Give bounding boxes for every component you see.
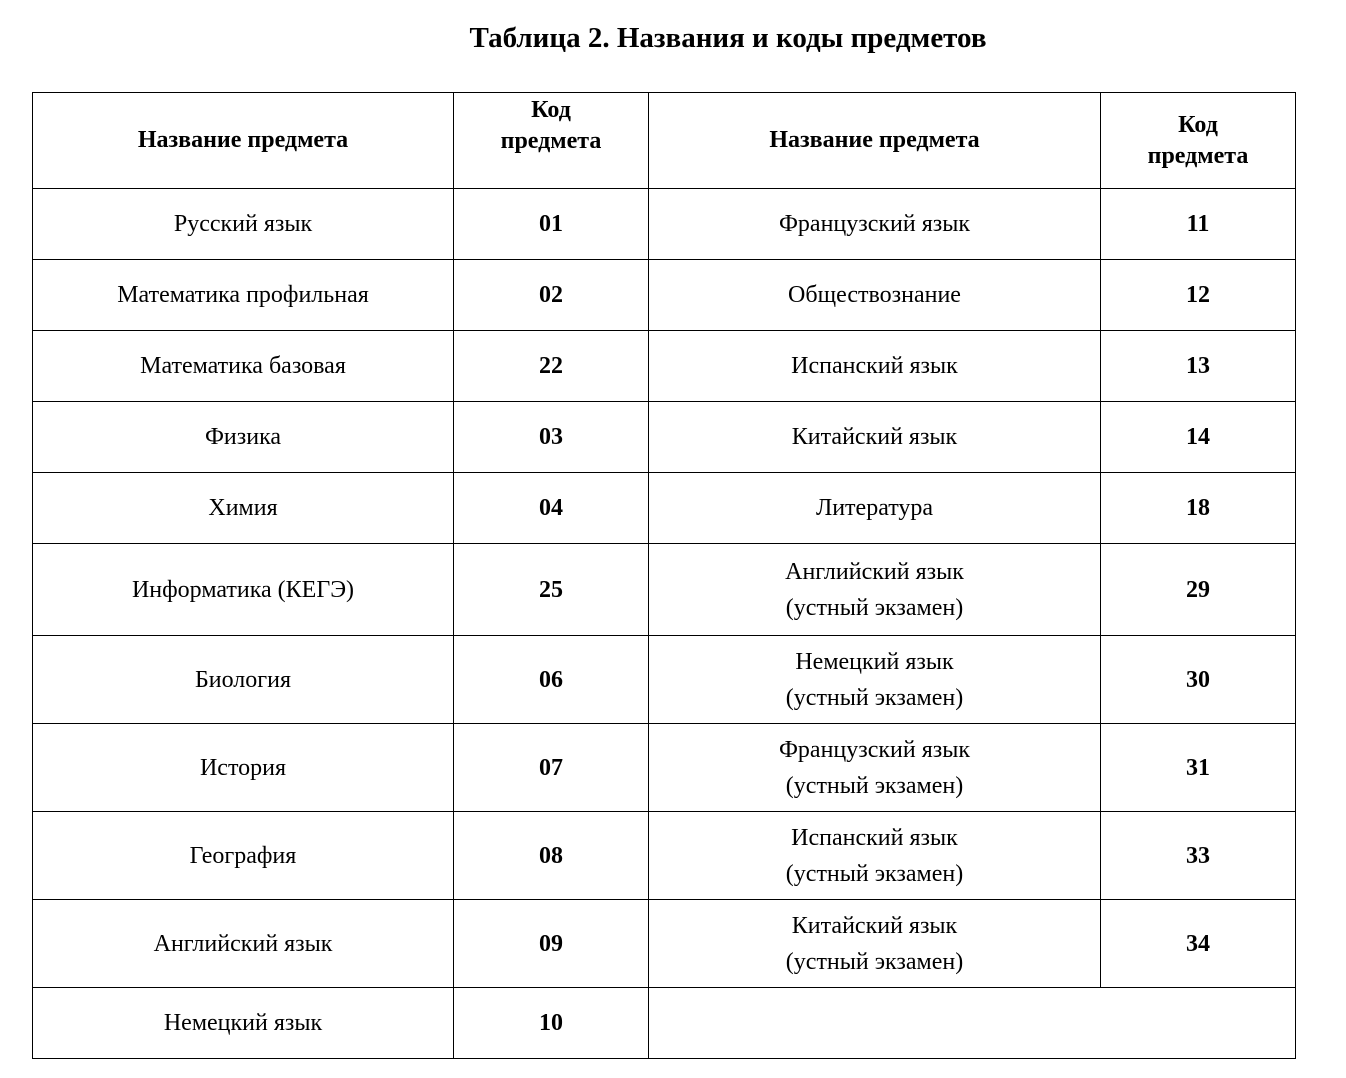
- subject-name-line1: Литература: [815, 495, 934, 521]
- subject-name: Информатика (КЕГЭ): [33, 544, 454, 636]
- subject-code: 22: [454, 331, 649, 402]
- subject-name: [649, 812, 1101, 900]
- subject-name: [649, 473, 1101, 544]
- table-row: [33, 900, 1296, 988]
- subject-code: 01: [454, 189, 649, 260]
- subject-code: 30: [1101, 636, 1296, 724]
- subject-name-line1: Немецкий язык: [795, 648, 954, 675]
- subject-code: 25: [454, 544, 649, 636]
- table-row: [33, 812, 1296, 900]
- header-subject-name-right: Название предмета: [649, 93, 1101, 189]
- subject-name: Физика: [33, 402, 454, 473]
- table-title: Таблица 2. Названия и коды предметов: [469, 22, 987, 54]
- header-code-line1: Код: [1178, 111, 1218, 138]
- subject-code: 07: [454, 724, 649, 812]
- subject-name-line1: Английский язык: [785, 558, 964, 585]
- table-row: [33, 636, 1296, 724]
- subject-code: 03: [454, 402, 649, 473]
- subject-name: Химия: [33, 473, 454, 544]
- subject-code: 08: [454, 812, 649, 900]
- subject-name: [649, 331, 1101, 402]
- subject-code: 12: [1101, 260, 1296, 331]
- header-subject-code-left: [454, 93, 649, 189]
- subject-name: Немецкий язык: [33, 988, 454, 1059]
- subject-name: Русский язык: [33, 189, 454, 260]
- table-row: [33, 260, 1296, 331]
- subject-name: [649, 402, 1101, 473]
- table-row: [33, 544, 1296, 636]
- subject-code: 10: [454, 988, 649, 1059]
- subject-name: [649, 260, 1101, 331]
- subject-code: 02: [454, 260, 649, 331]
- subject-code: 04: [454, 473, 649, 544]
- subject-name: [649, 636, 1101, 724]
- subject-code: 06: [454, 636, 649, 724]
- subject-name: Математика базовая: [33, 331, 454, 402]
- subject-name: История: [33, 724, 454, 812]
- subject-name-line1: Китайский язык: [791, 424, 958, 450]
- subject-name-line1: Испанский язык: [791, 824, 958, 851]
- subject-name-line1: Французский язык: [778, 736, 971, 763]
- subject-name-line2: (устный экзамен): [785, 594, 964, 621]
- table-row: [33, 402, 1296, 473]
- subject-name: Английский язык: [33, 900, 454, 988]
- header-code-line2: предмета: [1147, 142, 1249, 169]
- subject-name-line1: Испанский язык: [791, 353, 958, 379]
- subject-code: 31: [1101, 724, 1296, 812]
- subject-code: 34: [1101, 900, 1296, 988]
- subject-name: География: [33, 812, 454, 900]
- header-subject-name-left: Название предмета: [33, 93, 454, 189]
- table-row-last: [33, 988, 1296, 1059]
- subject-code: 18: [1101, 473, 1296, 544]
- subjects-table: [32, 92, 1296, 1059]
- subject-code: 11: [1101, 189, 1296, 260]
- subject-name: [649, 900, 1101, 988]
- subject-code: 14: [1101, 402, 1296, 473]
- table-row: [33, 473, 1296, 544]
- subject-name: [649, 724, 1101, 812]
- empty-cell: [649, 988, 1296, 1059]
- subject-name-line1: Китайский язык: [791, 912, 958, 939]
- subject-name-line1: Обществознание: [788, 282, 961, 308]
- subject-code: 29: [1101, 544, 1296, 636]
- table-row: [33, 331, 1296, 402]
- subject-name-line1: Французский язык: [778, 211, 971, 237]
- header-code-line2: предмета: [500, 128, 602, 154]
- subject-name-line2: (устный экзамен): [785, 684, 964, 711]
- table-row: [33, 724, 1296, 812]
- subject-name: [649, 189, 1101, 260]
- table-row: [33, 189, 1296, 260]
- subject-name: [649, 544, 1101, 636]
- subject-code: 33: [1101, 812, 1296, 900]
- subject-name-line2: (устный экзамен): [785, 860, 964, 887]
- subject-code: 13: [1101, 331, 1296, 402]
- subject-name-line2: (устный экзамен): [785, 948, 964, 975]
- header-code-line1: Код: [531, 97, 571, 123]
- subject-name: Математика профильная: [33, 260, 454, 331]
- subject-name-line2: (устный экзамен): [785, 772, 964, 799]
- subject-name: Биология: [33, 636, 454, 724]
- table-header-row: [33, 93, 1296, 189]
- header-subject-code-right: [1101, 93, 1296, 189]
- subject-code: 09: [454, 900, 649, 988]
